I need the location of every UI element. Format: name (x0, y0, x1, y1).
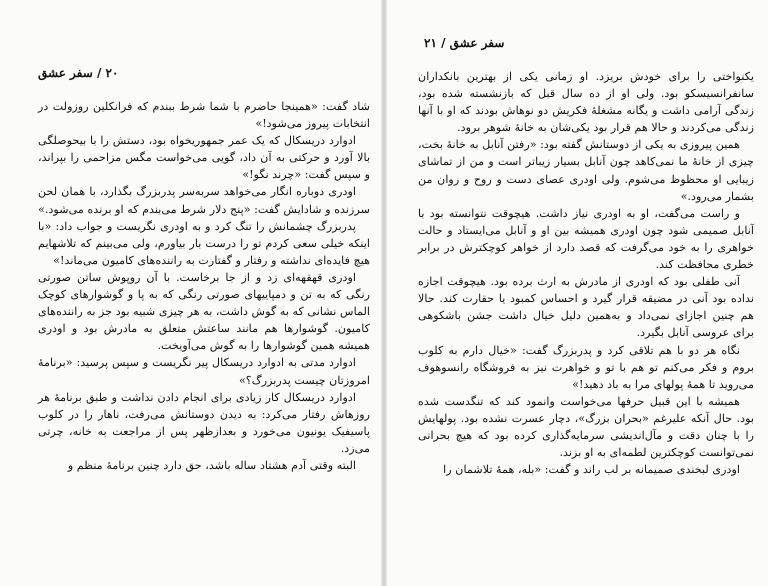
paragraph: نگاه هر دو با هم تلاقی کرد و پدربزرگ گفت: «خیال دارم به کلوب بروم و فکر می‌کنم تو هم با تو و خواهرت نیز به فروشگاه رانسوهوف می‌روید تا همهٔ پولهای مرا به باد دهید!» (418, 343, 754, 391)
paragraph: اودری لبخندی صمیمانه بر لب راند و گفت: «بله، همهٔ تلاشمان را (443, 463, 740, 477)
right-page-text (418, 68, 754, 478)
paragraph: ادوارد مدتی به ادوارد دریسکال پیر نگریست و سپس پرسید: «برنامهٔ امروزتان چیست پدربزرگ؟» (38, 356, 370, 387)
left-page-header: ۲۰ / سفر عشق (38, 66, 119, 80)
paragraph: پدربزرگ چشمانش را تنگ کرد و به اودری نگریست و جواب داد: «با اینکه خیلی سعی کردم تو را درست بار بیاورم، ولی می‌بینم که تلاشهایم هیچ فایده‌ای نداشته و رفتار و گفتارت به راننده‌های کامیون می‌ماند!» (38, 219, 370, 267)
paragraph: ادوارد دریسکال که یک عمر جمهوریخواه بود، دستش را با بیحوصلگی بالا آورد و حرکتی به آن داد، گویی می‌خواست مگس مزاحمی را بپراند، و سپس گفت: «چرند نگو!» (38, 134, 370, 182)
paragraph: یکنواختی را برای خودش بریزد. او زمانی یکی از بهترین بانکداران سانفرانسیسکو بود. ولی او از ده سال قبل که بازنشسته شده بود، زندگی آرامی داشت و یگانه مشغلهٔ فکریش دو نوهاش بودند که او با آنها زندگی می‌کردند و حالا هم قرار بود یکی‌شان به خانهٔ شوهر برود. (418, 70, 754, 135)
left-page-text (38, 98, 370, 474)
paragraph: و راست می‌گفت، او به اودری نیاز داشت. هیچوقت نتوانسته بود با آنابل صمیمی شود چون اودری همیشه بین او و آنابل می‌ایستاد و حالت خواهری را به خود می‌گرفت که قصد دارد از خواهر کوچکترش در برابر خطری محافظت کند. (418, 206, 754, 272)
paragraph: آنی طفلی بود که اودری از مادرش به ارث برده بود. هیچوقت اجازه نداده بود آنی در مضیقه قرار گیرد و احساس کمبود یا حقارت کند. حالا هم چنین اجازای نمی‌داد و به‌همین دلیل خیال داشت جشن باشکوهی برای عروسی آنابل بگیرد. (418, 275, 754, 340)
paragraph: البته وقتی آدم هشتاد ساله باشد، حق دارد چنین برنامهٔ منظم و (67, 458, 356, 472)
right-page (384, 0, 768, 586)
paragraph: اودری قهقهه‌ای زد و از جا برخاست. با آن روپوش ساتن صورتی رنگی که به تن و دمپاییهای صورتی رنگی که به پا و گوشوارهای کوچک الماس نشانی که به گوش داشت، به هر چیزی شبیه بود جز به راننده‌های کامیون. گوشوارها هم مانند ساعتش متعلق به مادرش بود و اودری همیشه همین گوشوارها را به گوش می‌آویخت. (38, 270, 370, 353)
paragraph: همیشه با این قبیل حرفها می‌خواست وانمود کند که تنگدست شده بود. حال آنکه علیرغم «بحران بزرگ»، دچار عسرت نشده بود. پولهایش را با چنان دقت و مآل‌اندیشی سرمایه‌گذاری کرده بود که هیچ بحرانی نمی‌توانست کوچکترین لطمه‌ای به او بزند. (418, 394, 754, 460)
paragraph: همین پیروزی به یکی از دوستانش گفته بود: «رفتن آنابل به خانهٔ بخت، چیزی از خانهٔ ما نمی‌کاهد چون آنابل بسیار زیباتر است و من از تماشای زیبایی او محظوظ می‌شوم. ولی اودری عصای دست و روح و روان من بشمار می‌رود.» (418, 138, 754, 203)
paragraph: اودری دوباره انگار می‌خواهد سربه‌سر پدربزرگ بگذارد، با همان لحن سرزنده و شادایش گفت: «پنج دلار شرط می‌بندم که او برنده می‌شود.» (38, 185, 370, 216)
paragraph: ادوارد دریسکال کار زیادی برای انجام دادن نداشت و طبق برنامهٔ هر روزهاش رفتار می‌کرد: به دیدن دوستانش می‌رفت، ناهار را در کلوب پاسیفیک یونیون می‌خورد و بعدازظهر پس از مراجعت به خانه، چرتی می‌زد. (38, 390, 370, 455)
paragraph: شاد گفت: «همینجا حاضرم با شما شرط ببندم که فرانکلین روزولت در انتخابات پیروز می‌شود!» (38, 100, 370, 131)
right-page-header: سفر عشق / ۲۱ (424, 36, 505, 50)
